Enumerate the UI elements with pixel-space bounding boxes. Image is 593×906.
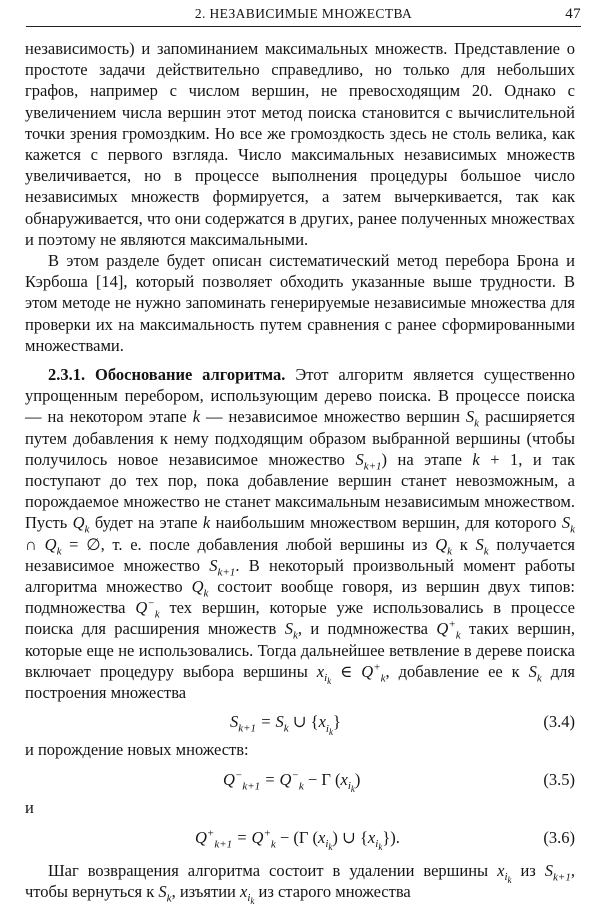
equation-3-5-expression: $Q^-_{k+1} = Q^-_k - \Gamma$ $(x_{i_k})$ [223, 769, 361, 794]
section-heading: 2.3.1. Обоснование алгоритма. [48, 365, 286, 385]
conjunction-and: и [25, 797, 34, 817]
equation-3-6-expression: $Q^+_{k+1} = Q^+_k - (\Gamma$ $(x_{i_k})$ ∪ $\{x_{i_k}\}$). [195, 827, 400, 852]
chapter-title: 2. НЕЗАВИСИМЫЕ МНОЖЕСТВА [194, 6, 413, 21]
equation-3-6-number: (3.6) [543, 827, 575, 847]
equation-3-4 [25, 708, 575, 736]
equation-3-5 [25, 766, 575, 794]
paragraph-backtrack-step: Шаг возвращения алгоритма состоит в удалении вершины $x_{i_k}$ из $S_{k+1}$, чтобы вернуться к $S_k$, изъятии $x_{i_k}$ из старого множества [25, 860, 575, 906]
page-body [25, 38, 576, 906]
equation-3-5-number: (3.5) [543, 769, 575, 789]
equation-3-4-number: (3.4) [543, 712, 575, 732]
running-header [26, 4, 581, 27]
page-number: 47 [565, 6, 581, 22]
section-2-3-1-paragraph: 2.3.1. Обоснование алгоритма. Этот алгоритм является существенно упрощенным перебором, использующим дерево поиска. В процессе поиска — на некотором этапе k — независимое множество вершин $S_k$ расширяется путем добавления к нему подходящим образом выбранной вершины (чтобы получилось новое независимое множество $S_{k+1}$) на этапе k + 1, и так поступают до тех пор, пока добавление вершин станет невозможным, а порождаемое множество не станет максимальным независимым множеством. Пусть $Q_k$ будет на этапе k наибольшим множеством вершин, для которого $S_k$ ∩ $Q_k$ = ∅, т. е. после добавления любой вершины из $Q_k$ к $S_k$ получается независимое множество $S_{k+1}$. В некоторый произвольный момент работы алгоритма множество $Q_k$ состоит вообще говоря, из вершин двух типов: подмножества $Q^-_k$ тех вершин, которые уже использовались в процессе поиска для расширения множеств $S_k$, и подмножества $Q^+_k$ таких вершин, которые еще не использовались. Тогда дальнейшее ветвление в дереве поиска включает процедуру выбора вершины $x_{i_k}$ ∈ $Q^+_k$, добавление ее к $S_k$ для построения множества [25, 365, 576, 703]
equation-3-4-expression: $S_{k+1} = S_k$ ∪ $\{x_{i_k}\}$ [230, 712, 341, 737]
equation-3-6 [25, 824, 575, 852]
paragraph-bron-kerbosch-intro: В этом разделе будет описан систематический метод перебора Брона и Кэрбоша [14], который позволяет обходить указанные выше трудности. В этом методе не нужно запоминать генерируемые независимые множества для проверки их на максимальность путем сравнения с ранее сформированными множествами. [25, 251, 575, 355]
text-after-equation-3-4: и порождение новых множеств: [25, 740, 249, 760]
paragraph-continuation: независимость) и запоминанием максимальных множеств. Представление о простоте задачи действительно справедливо, но только для небольших графов, например с числом вершин, не превосходящим 20. Однако с увеличением числа вершин этот метод поиска становится с вычислительной точки зрения громоздким. Но все же громоздкость здесь не столь велика, как кажется с первого взгляда. Число максимальных независимых множеств увеличивается, но в процессе выполнения процедуры большое число независимых множеств формируется, а затем вычеркивается, так как обнаруживается, что они содержатся в других, ранее полученных множествах и поэтому не являются максимальными. [25, 39, 575, 249]
